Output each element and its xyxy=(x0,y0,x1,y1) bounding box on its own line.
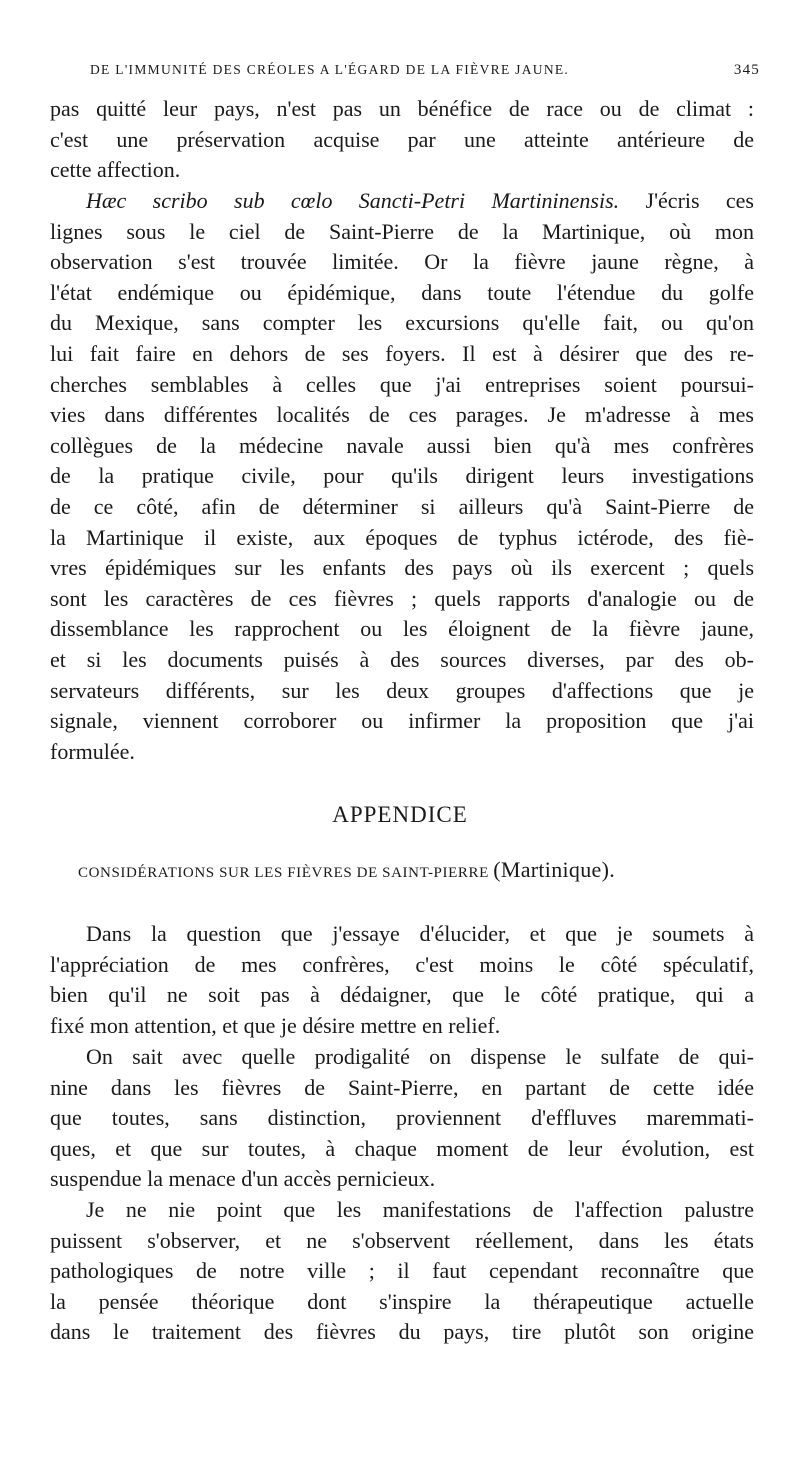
text-fragment: J'écris ces xyxy=(619,188,754,213)
text-line: bien qu'il ne soit pas à dédaigner, que le côté pratique, qui a xyxy=(50,982,754,1008)
text-line: pathologiques de notre ville ; il faut cependant reconnaître que xyxy=(50,1258,754,1284)
text-line: ques, et que sur toutes, à chaque moment de leur évolution, est xyxy=(50,1135,754,1161)
paragraph-question xyxy=(50,919,754,1041)
text-line: vres épidémiques sur les enfants des pays où ils exercent ; quels xyxy=(50,555,754,581)
text-line: cherches semblables à celles que j'ai entreprises soient poursui- xyxy=(50,371,754,397)
text-line: servateurs différents, sur les deux groupes d'affections que je xyxy=(50,677,754,703)
text-line: la pensée théorique dont s'inspire la thérapeutique actuelle xyxy=(50,1288,754,1314)
text-line: de ce côté, afin de déterminer si ailleurs qu'à Saint-Pierre de xyxy=(50,493,754,519)
paragraph-haec-scribo xyxy=(50,186,754,767)
text-line: pas quitté leur pays, n'est pas un bénéfice de race ou de climat : xyxy=(50,96,754,121)
text-line: observation s'est trouvée limitée. Or la fièvre jaune règne, à xyxy=(50,249,754,275)
text-line: puissent s'observer, et ne s'observent réellement, dans les états xyxy=(50,1227,754,1253)
text-line: dissemblance les rapprochent ou les éloignent de la fièvre jaune, xyxy=(50,616,754,642)
paragraph-quinine xyxy=(50,1042,754,1195)
text-line: la Martinique il existe, aux époques de typhus ictérode, des fiè- xyxy=(50,524,754,550)
text-line: Dans la question que j'essaye d'élucider, et que je soumets à xyxy=(86,921,754,946)
text-line: nine dans les fièvres de Saint-Pierre, en partant de cette idée xyxy=(50,1074,754,1100)
paragraph-palustre xyxy=(50,1195,754,1348)
text-line: l'appréciation de mes confrères, c'est moins le côté spéculatif, xyxy=(50,951,754,977)
running-head-title: DE L'IMMUNITÉ DES CRÉOLES A L'ÉGARD DE LA FIÈVRE JAUNE. xyxy=(90,62,570,77)
text-line: l'état endémique ou épidémique, dans toute l'étendue du golfe xyxy=(50,279,754,305)
text-line: formulée. xyxy=(50,738,135,764)
text-line: cette affection. xyxy=(50,157,181,183)
running-head xyxy=(90,62,760,79)
text-line: que toutes, sans distinction, proviennent d'effluves maremmati- xyxy=(50,1105,754,1131)
subheading-martinique: (Martinique). xyxy=(493,857,616,882)
text-line: du Mexique, sans compter les excursions qu'elle fait, ou qu'on xyxy=(50,310,754,336)
text-line: lignes sous le ciel de Saint-Pierre de la Martinique, où mon xyxy=(50,218,754,244)
text-line: dans le traitement des fièvres du pays, tire plutôt son origine xyxy=(50,1319,754,1345)
text-line: de la pratique civile, pour qu'ils dirigent leurs investigations xyxy=(50,463,754,489)
latin-quote: Hæc scribo sub cœlo Sancti-Petri Martininensis. xyxy=(86,188,620,213)
appendix-heading: APPENDICE xyxy=(332,802,468,827)
text-line: fixé mon attention, et que je désire mettre en relief. xyxy=(50,1012,501,1038)
page-number: 345 xyxy=(733,62,760,78)
text-line: collègues de la médecine navale aussi bien qu'à mes confrères xyxy=(50,432,754,458)
text-line: On sait avec quelle prodigalité on dispense le sulfate de qui- xyxy=(86,1044,754,1069)
text-line: lui fait faire en dehors de ses foyers. Il est à désirer que des re- xyxy=(50,340,754,366)
text-line: suspendue la menace d'un accès pernicieux. xyxy=(50,1166,436,1192)
text-line: vies dans différentes localités de ces parages. Je m'adresse à mes xyxy=(50,402,754,428)
text-line: Je ne nie point que les manifestations de l'affection palustre xyxy=(86,1197,754,1222)
text-line xyxy=(50,186,754,217)
text-line: signale, viennent corroborer ou infirmer la proposition que j'ai xyxy=(50,708,754,734)
paragraph-continuation xyxy=(50,94,754,186)
subheading-small-caps: CONSIDÉRATIONS SUR LES FIÈVRES DE SAINT-PIERRE xyxy=(78,865,489,881)
text-line: et si les documents puisés à des sources diverses, par des ob- xyxy=(50,646,754,672)
text-line: c'est une préservation acquise par une atteinte antérieure de xyxy=(50,126,754,152)
text-line: sont les caractères de ces fièvres ; quels rapports d'analogie ou de xyxy=(50,585,754,611)
appendix-subheading xyxy=(78,857,758,883)
